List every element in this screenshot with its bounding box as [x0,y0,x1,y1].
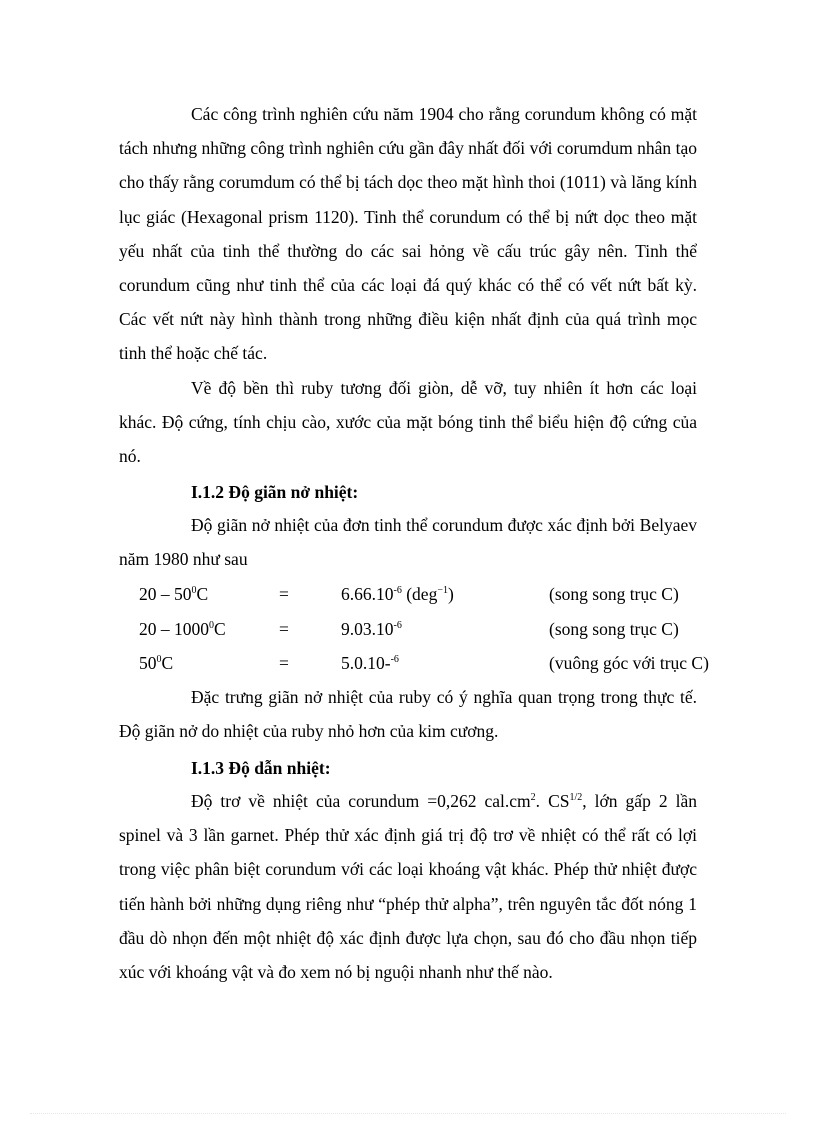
paragraph-expansion-intro: Độ giãn nở nhiệt của đơn tinh thể corundum được xác định bởi Belyaev năm 1980 như sau [119,515,697,570]
expansion-value: $9.03.10^{-6}$ [341,619,402,639]
expansion-value: 5.0.10-$^{-6}$ [341,653,399,673]
table-row [0,581,816,607]
expansion-value: $6.66.10^{-6}$ (deg$^{-1}$) [341,584,454,604]
axis-note: (song song trục C) [549,584,679,604]
temperature-range: $50^0C$ [139,653,174,673]
equals-sign: = [279,653,289,673]
axis-note: (song song trục C) [549,619,679,639]
paragraph-thermal-inertia: Độ trơ về nhiệt của corundum =0,262 $cal.cm^2$. $CS^{1/2}$, lớn gấp 2 lần spinel và 3 lần garnet. Phép thử xác định giá trị độ trơ về nhiệt có thể rất có lợi trong việc phân biệt corundum với các loại khoáng vật khác. Phép thử nhiệt được tiến hành bởi những dụng riêng như “phép thử alpha”, trên nguyên tắc đốt nóng 1 đầu dò nhọn đến một nhiệt độ xác định được lựa chọn, sau đó cho đầu nhọn tiếp xúc với khoáng vật và đo xem nó bị nguội nhanh như thế nào. [119,791,698,983]
table-row [0,616,816,642]
temperature-range: 20 – 1000$^0$C [139,619,226,639]
paragraph-expansion-significance: Đặc trưng giãn nở nhiệt của ruby có ý nghĩa quan trọng trong thực tế. Độ giãn nở do nhiệt của ruby nhỏ hơn của kim cương. [119,687,697,742]
page-bottom-divider [30,1113,786,1114]
temperature-range: $20 - 50^0C$ [139,584,209,604]
heading-thermal-expansion: I.1.2 Độ giãn nở nhiệt: [191,482,359,502]
paragraph-cleavage: Các công trình nghiên cứu năm 1904 cho rằng corundum không có mặt tách nhưng những công trình nghiên cứu gần đây nhất đối với corumdum nhân tạo cho thấy rằng corumdum có thể bị tách dọc theo mặt hình thoi (1011) và lăng kính lục giác (Hexagonal prism 1120). Tinh thể corundum có thể bị nứt dọc theo mặt yếu nhất của tinh thể thường do các sai hỏng về cấu trúc gây nên. Tinh thể corundum cũng như tinh thể của các loại đá quý khác có thể có vết nứt bất kỳ. Các vết nứt này hình thành trong những điều kiện nhất định của quá trình mọc tinh thể hoặc chế tác. [119,104,697,364]
equals-sign: = [279,619,289,639]
paragraph-durability: Về độ bền thì ruby tương đối giòn, dễ vỡ, tuy nhiên ít hơn các loại khác. Độ cứng, tính chịu cào, xước của mặt bóng tinh thể biểu hiện độ cứng của nó. [119,378,697,467]
equals-sign: = [279,584,289,604]
table-row [0,650,816,676]
heading-thermal-conductivity: I.1.3 Độ dẫn nhiệt: [191,758,331,778]
axis-note: (vuông góc với trục C) [549,653,709,673]
